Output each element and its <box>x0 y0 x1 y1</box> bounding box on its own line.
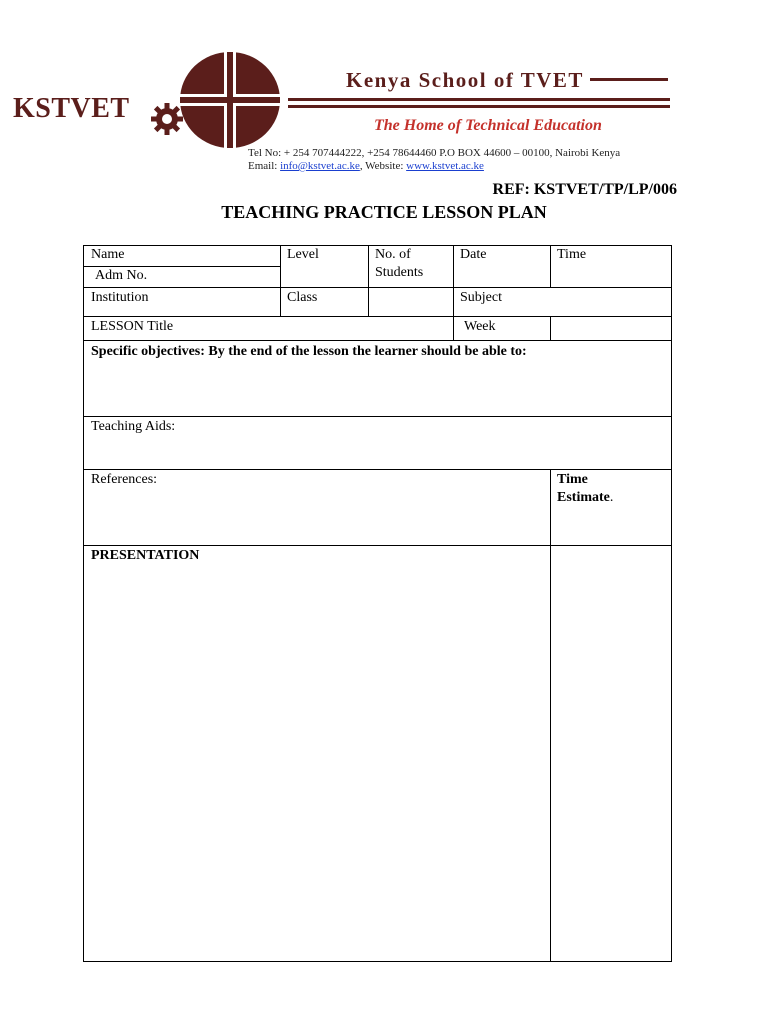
teaching-aids-label: Teaching Aids: <box>91 419 176 434</box>
specific-objectives-label: Specific objectives: By the end of the lesson the learner should be able to: <box>91 344 527 359</box>
time-estimate-label: Time Estimate. <box>557 472 614 505</box>
website-link[interactable]: www.kstvet.ac.ke <box>406 160 484 172</box>
contact-line: Tel No: + 254 707444222, +254 78644460 P.O BOX 44600 – 00100, Nairobi Kenya <box>248 147 621 159</box>
name-field-label: Name <box>91 247 125 262</box>
row-divider <box>83 469 672 470</box>
table-border <box>83 245 84 962</box>
brand-rule-bottom <box>288 98 670 101</box>
col-divider <box>280 245 281 317</box>
col-divider <box>550 316 551 341</box>
tagline: The Home of Technical Education <box>374 117 602 134</box>
table-border <box>671 245 672 962</box>
time-field-label: Time <box>557 247 587 262</box>
row-divider <box>83 340 672 341</box>
reference-number: REF: KSTVET/TP/LP/006 <box>492 181 677 198</box>
col-divider <box>550 245 551 288</box>
class-field-label: Class <box>287 290 318 305</box>
page-title: TEACHING PRACTICE LESSON PLAN <box>221 202 547 222</box>
kstvet-wordmark: KSTVET <box>13 93 130 124</box>
row-divider <box>83 287 672 288</box>
row-divider <box>83 416 672 417</box>
table-border <box>83 961 672 962</box>
contact-line-web: Email: info@kstvet.ac.ke, Website: www.kstvet.ac.ke <box>248 160 484 172</box>
col-divider <box>550 469 551 962</box>
references-label: References: <box>91 472 158 487</box>
date-field-label: Date <box>460 247 487 262</box>
school-name: Kenya School of TVET <box>346 68 590 93</box>
institution-field-label: Institution <box>91 290 149 305</box>
col-divider <box>368 245 369 317</box>
week-field-label: Week <box>464 319 496 334</box>
kstvet-emblem <box>180 52 280 148</box>
brand-rule-bottom-2 <box>288 105 670 108</box>
row-divider <box>83 316 672 317</box>
adm-no-field-label: Adm No. <box>95 268 148 283</box>
lesson-title-field-label: LESSON Title <box>91 319 174 334</box>
level-field-label: Level <box>287 247 319 262</box>
row-divider <box>83 545 672 546</box>
no-of-students-field-label: No. of Students <box>375 247 424 280</box>
col-divider <box>453 245 454 341</box>
subject-field-label: Subject <box>460 290 502 305</box>
email-link[interactable]: info@kstvet.ac.ke <box>280 160 360 172</box>
presentation-section-label: PRESENTATION <box>91 548 200 563</box>
